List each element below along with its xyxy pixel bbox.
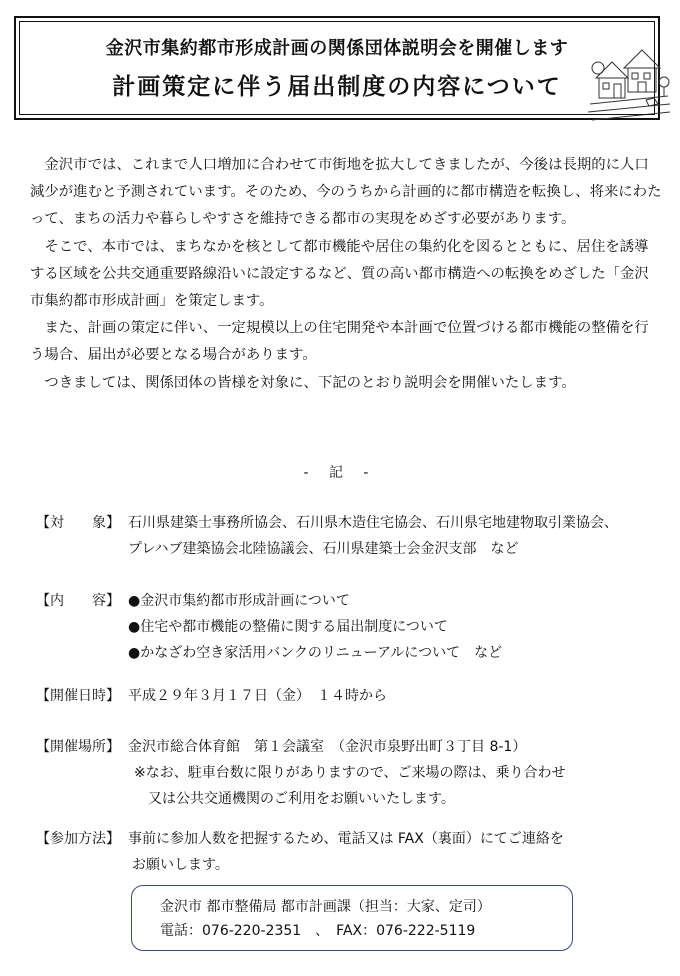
contact-department: 金沢市 都市整備局 都市計画課（担当：大家、定司） xyxy=(160,899,491,915)
datetime-label: 【開催日時】 xyxy=(36,688,120,704)
method-row xyxy=(36,826,564,878)
intro-paragraph: また、計画の策定に伴い、一定規模以上の住宅開発や本計画で位置づける都市機能の整備を行う場合、届出が必要となる場合があります。 xyxy=(30,320,649,364)
venue-line: 金沢市総合体育館 第１会議室 （金沢市泉野出町３丁目 8-1） xyxy=(128,739,527,755)
content-row xyxy=(36,588,502,666)
method-value xyxy=(128,826,564,878)
intro-paragraph: 金沢市では、これまで人口増加に合わせて市街地を拡大してきましたが、今後は長期的に人口減少が進むと予測されています。そのため、今のうちから計画的に都市構造を転換し、将来にわたって、まちの活力や暮らしやすさを維持できる都市の実現をめざす必要があります。 xyxy=(30,157,662,228)
title-box xyxy=(14,16,660,120)
target-line: プレハブ建築協会北陸協議会、石川県建築士会金沢支部 など xyxy=(128,541,519,557)
target-row xyxy=(36,510,618,562)
content-line: ●金沢市集約都市形成計画について xyxy=(128,593,350,609)
datetime-value: 平成２９年３月１７日（金） １４時から xyxy=(128,688,387,704)
target-label: 【対 象】 xyxy=(36,515,120,531)
contact-phone-fax: 電話：076-220-2351 、 FAX：076-222-5119 xyxy=(160,923,476,939)
target-line: 石川県建築士事務所協会、石川県木造住宅協会、石川県宅地建物取引業協会、 xyxy=(128,515,618,531)
intro-paragraph: つきましては、関係団体の皆様を対象に、下記のとおり説明会を開催いたします。 xyxy=(44,374,576,391)
content-label: 【内 容】 xyxy=(36,593,120,609)
townscape-illustration-icon xyxy=(586,38,672,128)
venue-label: 【開催場所】 xyxy=(36,739,120,755)
method-label: 【参加方法】 xyxy=(36,831,120,847)
venue-row xyxy=(36,734,565,812)
datetime-row xyxy=(36,683,387,709)
intro-paragraph: そこで、本市では、まちなかを核として都市機能や居住の集約化を図るとともに、居住を誘導する区域を公共交通重要路線沿いに設定するなど、質の高い都市構造への転換をめざした「金沢市集約都市形成計画」を策定します。 xyxy=(30,238,649,310)
title-line-2: 計画策定に伴う届出制度の内容について xyxy=(112,74,562,100)
venue-value xyxy=(128,734,565,812)
venue-note-line: ※なお、駐車台数に限りがありますので、ご来場の際は、乗り合わせ xyxy=(134,765,566,781)
intro-text xyxy=(30,152,662,397)
venue-note-line: 又は公共交通機関のご利用をお願いいたします。 xyxy=(148,791,455,807)
target-value xyxy=(128,510,618,562)
method-line: 事前に参加人数を把握するため、電話又は FAX（裏面）にてご連絡を xyxy=(128,831,564,847)
contact-box xyxy=(131,885,573,951)
content-line: ●かなざわ空き家活用バンクのリニューアルについて など xyxy=(128,645,503,661)
content-value xyxy=(128,588,502,666)
ki-heading: - 記 - xyxy=(303,465,377,481)
title-line-1: 金沢市集約都市形成計画の関係団体説明会を開催します xyxy=(105,38,569,59)
content-line: ●住宅や都市機能の整備に関する届出制度について xyxy=(128,619,448,635)
method-line: お願いします。 xyxy=(132,857,229,873)
